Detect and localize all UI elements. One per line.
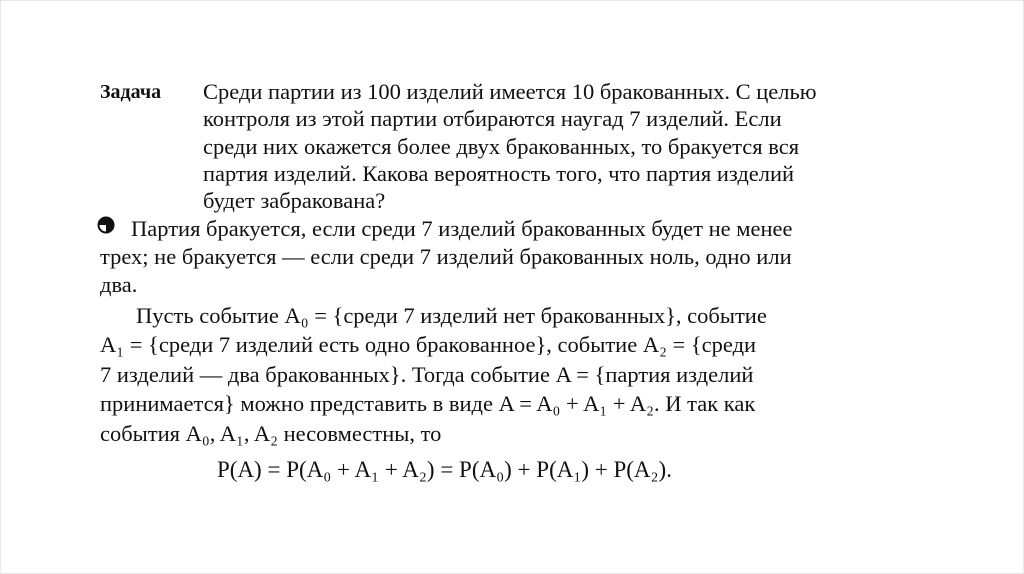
solution-p2-line-3: 7 изделий — два бракованных}. Тогда событие A = {партия изделий — [100, 362, 754, 387]
solution-p2-line-1: Пусть событие A₀ = {среди 7 изделий нет бракованных}, событие — [136, 303, 767, 328]
probability-formula: P(A) = P(A₀ + A₁ + A₂) = P(A₀) + P(A₁) + P(A₂). — [217, 457, 672, 482]
solution-p2-line-2: A₁ = {среди 7 изделий есть одно бракованное}, событие A₂ = {среди — [100, 332, 757, 357]
problem-label: Задача — [100, 81, 162, 103]
problem-text-line-3: среди них окажется более двух бракованных, то бракуется вся — [203, 134, 800, 159]
half-filled-circle-icon — [97, 216, 115, 234]
solution-p2-line-4: принимается} можно представить в виде A = A₀ + A₁ + A₂. И так как — [100, 391, 756, 416]
solution-p2-line-5: события A₀, A₁, A₂ несовместны, то — [100, 421, 442, 446]
solution-p1-line-2: трех; не бракуется — если среди 7 изделий бракованных ноль, одно или — [100, 244, 792, 269]
solution-p1-line-1: Партия бракуется, если среди 7 изделий бракованных будет не менее — [131, 216, 793, 241]
solution-p1-line-3: два. — [100, 272, 138, 297]
problem-text-line-5: будет забракована? — [203, 188, 386, 213]
problem-text-line-1: Среди партии из 100 изделий имеется 10 бракованных. С целью — [203, 79, 817, 104]
problem-text-line-2: контроля из этой партии отбираются наугад 7 изделий. Если — [203, 106, 782, 131]
problem-text-line-4: партия изделий. Какова вероятность того, что партия изделий — [203, 161, 795, 186]
